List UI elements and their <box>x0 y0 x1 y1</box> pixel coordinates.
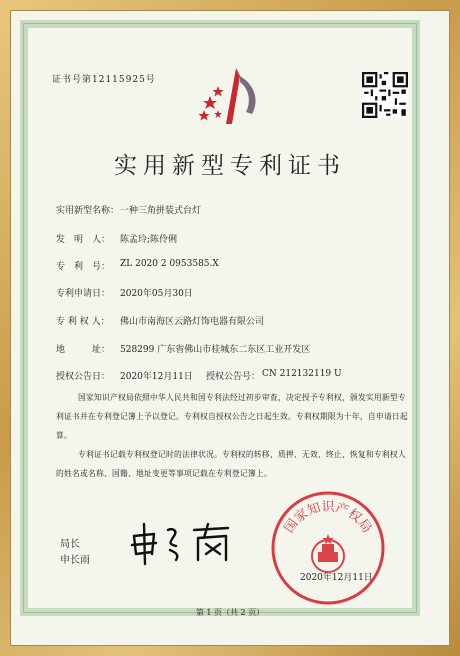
field-value: 一种三角拼装式台灯 <box>120 206 202 216</box>
field-value: 佛山市南海区云路灯饰电器有限公司 <box>120 317 265 327</box>
field-value: 陈孟玲;陈伶俐 <box>120 235 178 245</box>
field-value: 2020年12月11日 <box>120 372 193 382</box>
field-value: 528299 广东省佛山市桂城东二东区工业开发区 <box>120 345 311 355</box>
field-label: 授权公告日： <box>56 372 111 382</box>
handwritten-signature <box>128 520 240 566</box>
field-label: 实用新型名称： <box>56 206 120 216</box>
qr-code-icon <box>362 72 408 118</box>
field-label: 地 址： <box>56 345 111 355</box>
field-value: ZL 2020 2 0953585.X <box>120 259 219 269</box>
field-label: 授权公告号： <box>206 372 261 382</box>
signatory-role: 局长 <box>60 539 80 550</box>
paragraph-legal-status: 专利证书记载专利权登记时的法律状况。专利权的转移、质押、无效、终止、恢复和专利权人的姓名或名称、国籍、地址变更等事项记载在专利登记簿上。 <box>56 450 406 478</box>
page-footer: 第 1 页（共 2 页） <box>195 608 265 617</box>
field-value: 2020年05月30日 <box>120 289 193 299</box>
cnipa-logo-icon <box>196 64 268 130</box>
seal-date: 2020年12月11日 <box>300 573 373 583</box>
certificate-title: 实用新型专利证书 <box>114 153 346 179</box>
certificate-number: 证书号第12115925号 <box>52 75 156 85</box>
seal-text: 国家知识产权局 <box>281 499 375 536</box>
field-value: CN 212132119 U <box>262 369 342 379</box>
paragraph-grant: 国家知识产权局依照中华人民共和国专利法经过初步审查，决定授予专利权，颁发实用新型专利证书并在专利登记簿上予以登记。专利权自授权公告之日起生效。专利权期限为十年，自申请日起算。 <box>56 393 408 440</box>
field-label: 专 利 号： <box>56 262 111 272</box>
field-label: 专利申请日： <box>56 289 111 299</box>
field-label: 专 利 权 人： <box>56 317 110 327</box>
field-label: 发 明 人： <box>56 235 111 245</box>
official-seal-icon <box>270 490 386 606</box>
signatory-name: 申长雨 <box>60 555 90 566</box>
